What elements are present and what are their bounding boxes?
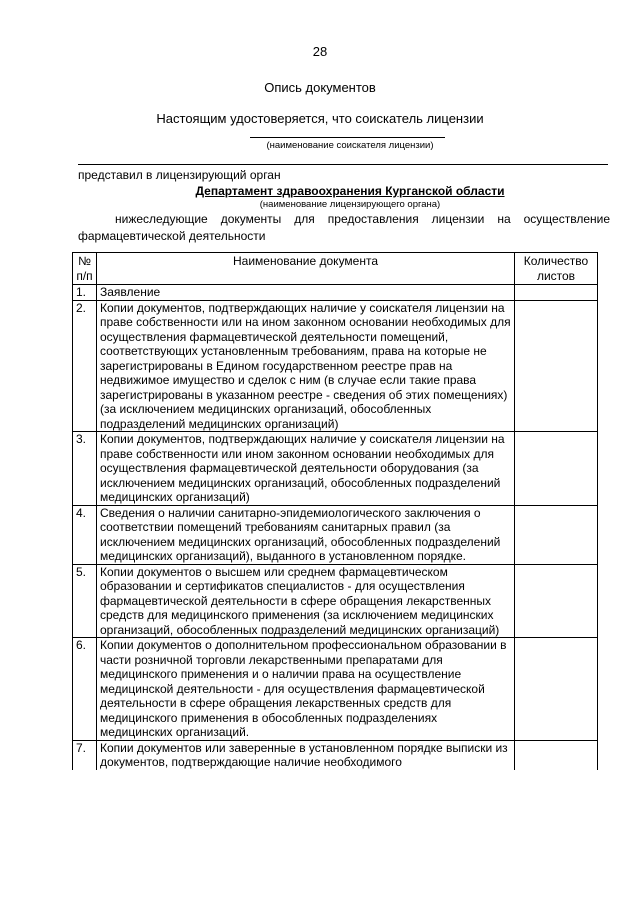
licensing-authority-caption: (наименование лицензирующего органа)	[259, 199, 441, 210]
applicant-name-line-2	[78, 164, 608, 165]
row-number: 6.	[73, 638, 97, 741]
header-number: № п/п	[73, 253, 97, 285]
applicant-caption: (наименование соискателя лицензии)	[266, 140, 434, 151]
document-title: Опись документов	[264, 80, 376, 95]
table-row	[73, 300, 598, 432]
row-document-name: Копии документов, подтверждающих наличие у соискателя лицензии на праве собственности или ином законном основании необходимых для осуществления фармацевтической деятельности оборудования (за исключением медицинских организаций, обособленных подразделений медицинских организаций)	[97, 432, 515, 506]
table-header-row	[73, 253, 598, 285]
row-document-name: Копии документов о дополнительном профессиональном образовании в части розничной торговли лекарственными препаратами для медицинского применения и о наличии права на осуществление медицинской деятельности - для осуществления фармацевтической деятельности в сфере обращения лекарственных средств для медицинского применения в обособленных подразделениях медицинских организаций.	[97, 638, 515, 741]
row-number: 7.	[73, 740, 97, 770]
row-sheet-count	[515, 740, 598, 770]
row-sheet-count	[515, 300, 598, 432]
applicant-name-line	[250, 137, 445, 138]
page-number: 28	[312, 44, 328, 59]
row-document-name: Копии документов, подтверждающих наличие у соискателя лицензии на праве собственности или на ином законном основании необходимых для осуществления фармацевтической деятельности помещений, соответствующих установленным требованиям, права на которые не зарегистрированы в Едином государственном реестре прав на недвижимое имущество и сделок с ним (в случае если такие права зарегистрированы в указанном реестре - сведения об этих помещениях) (за исключением медицинских организаций, обособленных подразделений медицинских организаций)	[97, 300, 515, 432]
row-number: 1.	[73, 285, 97, 301]
row-number: 5.	[73, 564, 97, 638]
row-sheet-count	[515, 505, 598, 564]
table-row	[73, 638, 598, 741]
intro-line-1: нижеследующие документы для предоставления лицензии на осуществление	[115, 212, 610, 226]
certify-statement: Настоящим удостоверяется, что соискатель лицензии	[156, 111, 484, 126]
licensing-authority: Департамент здравоохранения Курганской области	[195, 184, 505, 198]
row-number: 3.	[73, 432, 97, 506]
table-row	[73, 564, 598, 638]
row-document-name: Сведения о наличии санитарно-эпидемиологического заключения о соответствии помещений требованиям санитарных правил (за исключением медицинских организаций, обособленных подразделений медицинских организаций), выданного в установленном порядке.	[97, 505, 515, 564]
row-sheet-count	[515, 285, 598, 301]
header-name: Наименование документа	[97, 253, 515, 285]
table-row	[73, 285, 598, 301]
table-row	[73, 432, 598, 506]
row-document-name: Копии документов о высшем или среднем фармацевтическом образовании и сертификатов специалистов - для осуществления фармацевтической деятельности в сфере обращения лекарственных средств для медицинского применения (за исключением медицинских организаций, обособленных подразделений медицинских организаций)	[97, 564, 515, 638]
table-row	[73, 740, 598, 770]
intro-line-2: фармацевтической деятельности	[78, 229, 266, 243]
presented-text: представил в лицензирующий орган	[78, 168, 281, 182]
row-document-name: Копии документов или заверенные в установленном порядке выписки из документов, подтверждающие наличие необходимого	[97, 740, 515, 770]
row-sheet-count	[515, 638, 598, 741]
row-number: 2.	[73, 300, 97, 432]
row-sheet-count	[515, 432, 598, 506]
row-number: 4.	[73, 505, 97, 564]
table-row	[73, 505, 598, 564]
row-document-name: Заявление	[97, 285, 515, 301]
header-count: Количество листов	[515, 253, 598, 285]
row-sheet-count	[515, 564, 598, 638]
documents-table	[72, 252, 598, 770]
